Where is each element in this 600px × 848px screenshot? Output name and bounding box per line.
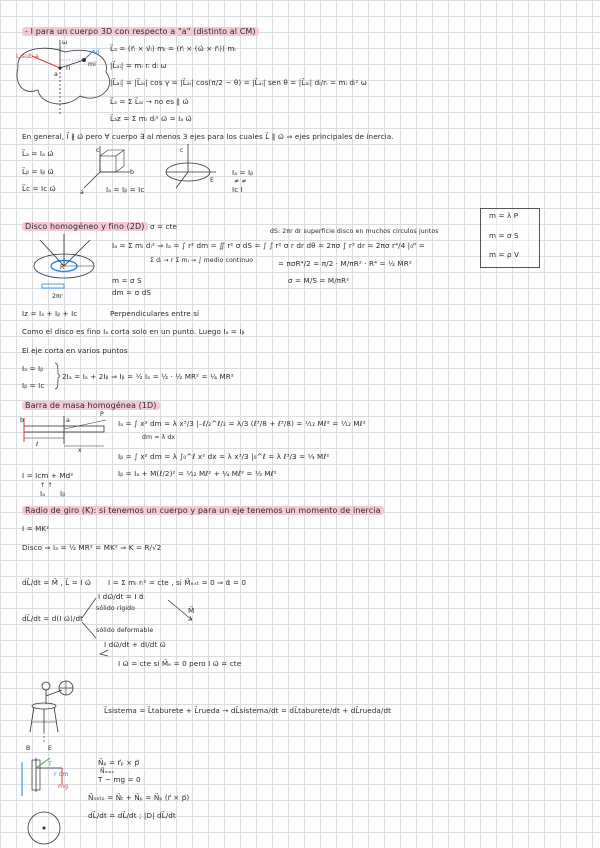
section1-heading: - I para un cuerpo 3D con respecto a "a" (distinto al CM) bbox=[22, 27, 259, 36]
s4-disco: Disco ⇒ Iₐ = ½ MR² = MK² ⇒ K = R/√2 bbox=[22, 543, 162, 552]
s1-eq3: |L⃗ₐᵢ| = |L⃗ₐᵢ| cos γ = |L⃗ₐᵢ| cos(π/2 − θ) = |L⃗ₐᵢ| sen θ = |L⃗ₐᵢ| dᵢ/rᵢ = mᵢ dᵢ² ω bbox=[110, 78, 367, 87]
s2b-perp: Iz = Iₐ + Iᵦ + Ic bbox=[22, 309, 78, 318]
gyroscope-diagram bbox=[14, 756, 78, 846]
s2-sigma: σ = cte bbox=[150, 222, 178, 231]
s7-l2: T − mg = 0 bbox=[98, 775, 141, 784]
cube-axis-a: a bbox=[80, 189, 84, 196]
s5-l6: I ω⃗ = cte si M⃗ₑ = 0 pero I ω⃗ = cte bbox=[118, 659, 242, 668]
cube-axis-b: b bbox=[130, 169, 135, 176]
s1-ia-ib-ic: Iₐ = Iᵦ = Ic bbox=[106, 185, 145, 194]
s7-l4: dL⃗/dt = dL⃗/dt ; |D| dL⃗/dt bbox=[88, 811, 176, 820]
s7-l1b: N⃗ₘₐₓ bbox=[100, 768, 115, 775]
stool-wheel-diagram bbox=[22, 676, 80, 744]
disk-axis-e: E bbox=[210, 177, 215, 184]
section4-heading: Radio de giro (K): si tenemos un cuerpo y para un eje tenemos un momento de inercia bbox=[22, 506, 384, 515]
s1-lc: L⃗c = Ic ω⃗ bbox=[22, 184, 56, 193]
gyro-label-t: T bbox=[48, 761, 52, 768]
s3-eq2: Iᵦ = ∫ x² dm = λ ∫₀^ℓ x² dx = λ x³/3 |₀^ℓ = λ ℓ³/3 = ⅓ Mℓ² bbox=[118, 452, 330, 461]
disk-r-label: R bbox=[60, 264, 65, 271]
density-box-line1: m = λ P bbox=[489, 211, 519, 220]
s2b-sys-top: Iₐ = Iᵦ bbox=[22, 364, 44, 373]
bar-label-p: P bbox=[100, 411, 104, 418]
density-box-line3: m = ρ V bbox=[489, 250, 520, 259]
s1-ia-ib-ne: Iₐ = Iᵦ bbox=[232, 168, 254, 177]
s2b-perp-note: Perpendiculares entre sí bbox=[110, 309, 200, 318]
s5-rigid: sólido rígido bbox=[96, 605, 136, 612]
bar-label-b: b bbox=[20, 417, 25, 424]
density-box bbox=[480, 208, 540, 268]
s5-l5: I dω⃗/dt + dI/dt ω⃗ bbox=[104, 640, 166, 649]
s2-dm-sigma: dm = σ dS bbox=[112, 288, 152, 297]
disk-axis-c: c bbox=[180, 147, 184, 154]
s5-m-arrow: M⃗ bbox=[188, 606, 195, 615]
s2-eq: Iₐ = Σ mᵢ dᵢ² ⇒ Iₐ = ∫ r² dm = ∬ r² σ dS = ∫ ∫ r² σ r dr dθ = 2πσ ∫ r³ dr = 2πσ r⁴/4 |₀ᴿ = bbox=[112, 241, 425, 250]
s5-l4: dL⃗/dt = d(I ω⃗)/dt bbox=[22, 614, 84, 623]
s7-l3: N⃗ₙₑₜₒ = N⃗ₜ + N⃗ₚ = N⃗ₚ (r⃗ × p⃗) bbox=[88, 793, 190, 802]
body-diagram bbox=[10, 38, 120, 116]
disk-dr-label: 2πr bbox=[52, 293, 63, 300]
s5-l1: dL⃗/dt = M⃗ , L⃗ = I ω⃗ bbox=[22, 578, 91, 587]
principal-axes-disk bbox=[160, 142, 220, 194]
gyro-label-mg: mg bbox=[58, 783, 69, 790]
section2-heading: Disco homogéneo y fino (2D) bbox=[22, 222, 148, 231]
s3-steiner: I = Icm + Md² bbox=[22, 471, 74, 480]
s1-eq2: |L⃗ₐᵢ| = mᵢ rᵢ dᵢ ω bbox=[110, 61, 167, 70]
bar-label-l: ℓ bbox=[36, 441, 39, 448]
s5-l3: I dω⃗/dt = I α⃗ bbox=[98, 592, 144, 601]
s2-result: = πσR⁴/2 = π/2 · M/πR² · R⁴ = ½ MR² bbox=[278, 259, 412, 268]
body-label-a: a bbox=[54, 71, 58, 78]
s1-eq4: L⃗ₐ = Σ L⃗ₐᵢ → no es ∥ ω⃗ bbox=[110, 97, 189, 106]
stool-label-b: B bbox=[26, 745, 31, 752]
s1-lb: L⃗ᵦ = Iᵦ ω⃗ bbox=[22, 167, 54, 176]
stool-label-e: E bbox=[48, 745, 53, 752]
s7-l1: N⃗ₚ = r⃗ₚ × p⃗ bbox=[98, 758, 140, 767]
s5-deform: sólido deformable bbox=[96, 627, 154, 634]
body-label-omega: ω bbox=[62, 39, 68, 46]
gyro-label-rcm: r cm bbox=[54, 771, 69, 778]
bar-label-a: a bbox=[66, 417, 70, 424]
bar-diagram bbox=[22, 412, 108, 450]
s2b-sys-res: 2Iₐ = Iₐ + 2Iᵦ ⇒ Iᵦ = ½ Iₐ = ½ · ½ MR² = ¼ MR² bbox=[62, 372, 234, 381]
thin-disk-diagram bbox=[28, 232, 102, 298]
s2-m-sigma: m = σ S bbox=[112, 276, 142, 285]
s3-steiner-up-arrows: ↑ ↑ bbox=[40, 482, 53, 489]
body-label-mi: mi bbox=[88, 61, 96, 68]
s1-la: L⃗ₐ = Iₐ ω⃗ bbox=[22, 149, 54, 158]
s1-eq5: L⃗ₐz = Σ mᵢ dᵢ² ω⃗ = Iₐ ω⃗ bbox=[110, 114, 192, 123]
section3-heading: Barra de masa homogénea (1D) bbox=[22, 401, 160, 410]
s6-eq: L⃗sistema = L⃗taburete + L⃗rueda → dL⃗sistema/dt = dL⃗taburete/dt + dL⃗rueda/dt bbox=[104, 706, 392, 715]
s2b-line1: Como el disco es fino Iₐ corta solo en un punto. Luego Iₐ = Iᵦ bbox=[22, 327, 245, 336]
system-brace bbox=[54, 362, 60, 390]
s1-neq-marks: ≠ ≠ bbox=[234, 178, 247, 185]
s2b-line2: El eje corta en varios puntos bbox=[22, 346, 128, 355]
body-label-vi: vi bbox=[94, 49, 100, 56]
s3-dm: dm = λ dx bbox=[142, 434, 176, 441]
s2-ds-note: dS: 2πr dr superficie disco en muchos círculos juntos bbox=[270, 228, 439, 235]
s2-sigma-def: σ = M/S = M/πR² bbox=[288, 276, 350, 285]
s3-eq3: Iᵦ = Iₐ + M(ℓ/2)² = ¹⁄₁₂ Mℓ² + ¼ Mℓ² = ⅓ Mℓ² bbox=[118, 469, 277, 478]
bar-label-x: x bbox=[78, 447, 82, 454]
body-label-l-sub-a: L sub a bbox=[16, 53, 39, 60]
s1-eq1: L⃗ₐ = (r⃗ᵢ × v⃗ᵢ) mᵢ = (r⃗ᵢ × (ω⃗ × r⃗ᵢ)) mᵢ bbox=[110, 44, 236, 53]
s3-steiner-a: Iₐ bbox=[40, 489, 46, 498]
s5-l2: I = Σ mᵢ rᵢ² = cte , si M⃗ₑₓₜ = 0 ⇒ α⃗ = 0 bbox=[108, 578, 247, 587]
s3-eq1: Iₐ = ∫ x² dm = λ x³/3 |₋ℓ/₂^ℓ/₂ = λ/3 (ℓ³/8 + ℓ³/8) = ¹⁄₁₂ Mℓ² = ¹⁄₁₂ Mℓ² bbox=[118, 419, 366, 428]
body-label-ri: ri bbox=[66, 65, 71, 72]
density-box-line2: m = σ S bbox=[489, 231, 519, 240]
s3-steiner-b: Iᵦ bbox=[60, 489, 66, 498]
s2b-sys-bot: Iᵦ = Ic bbox=[22, 381, 45, 390]
s2-sum-note: Σ dᵢ → r Σ mᵢ → ∫ medio continuo bbox=[150, 257, 254, 264]
cube-axis-c: c bbox=[96, 147, 100, 154]
s1-ic-ii: Ic I bbox=[232, 185, 243, 194]
s4-i-mk: I = MK² bbox=[22, 524, 50, 533]
s1-general: En general, I⃗ ∦ ω⃗ pero ∀ cuerpo ∃ al menos 3 ejes para los cuales L⃗ ∥ ω⃗ ⇒ ejes principales de inercia. bbox=[22, 132, 394, 141]
